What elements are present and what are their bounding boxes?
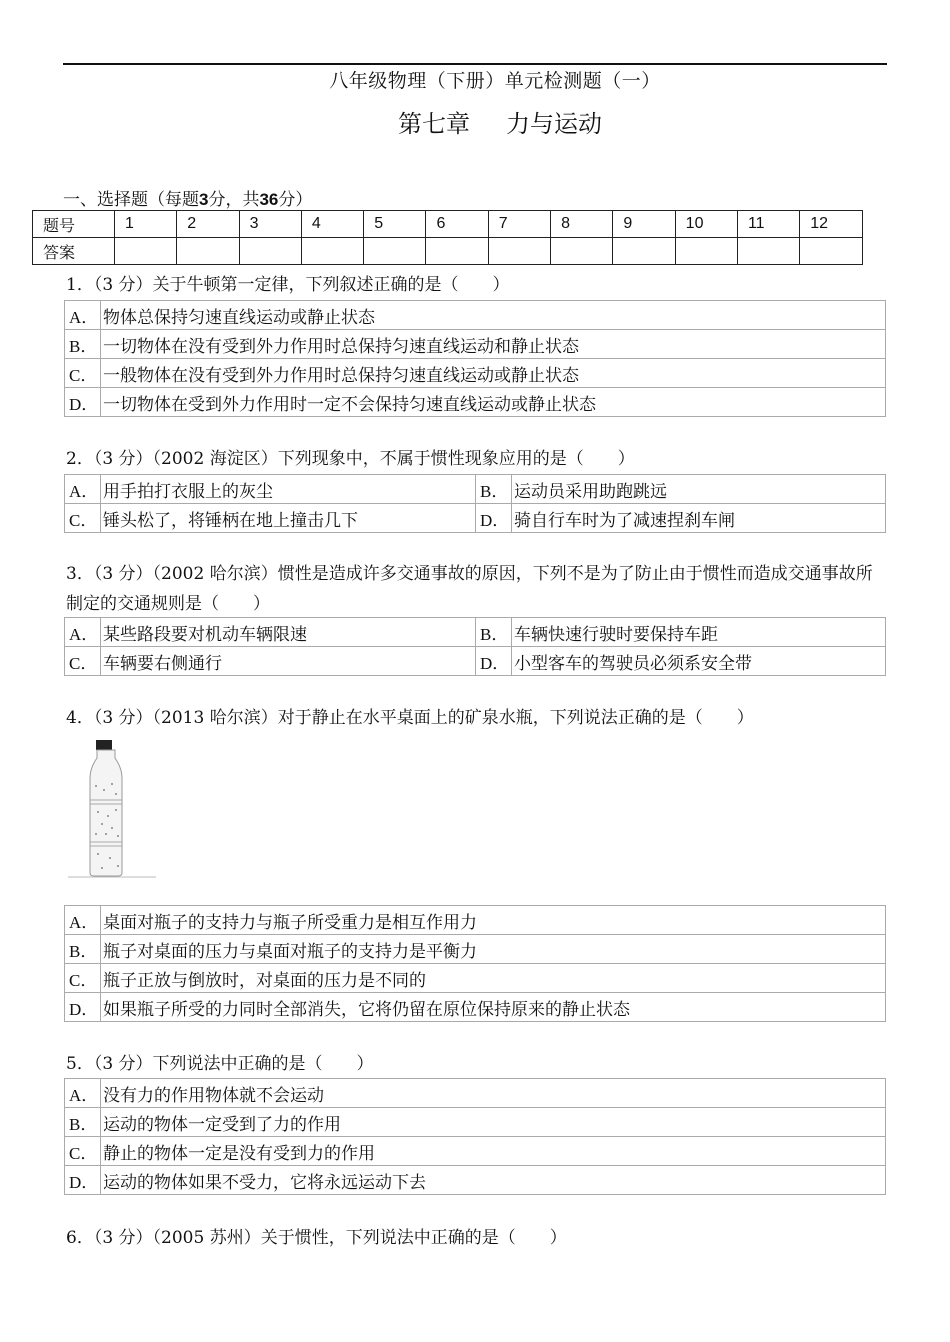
question-number-cell: 7 [488, 211, 550, 238]
water-bottle-figure [66, 738, 176, 880]
option-label: A． [65, 618, 101, 647]
question-2-stem: 2．（3 分）（2002 海淀区）下列现象中，不属于惯性现象应用的是（ ） [66, 449, 635, 469]
question-number-cell: 2 [177, 211, 239, 238]
question-number-cell: 12 [800, 211, 862, 238]
option-label: D． [65, 993, 101, 1022]
option-text: 某些路段要对机动车辆限速 [101, 618, 476, 647]
option-text: 物体总保持匀速直线运动或静止状态 [101, 301, 886, 330]
option-row [65, 647, 886, 676]
question-5-options [64, 1078, 886, 1195]
answer-cell[interactable] [800, 238, 862, 265]
section-heading: 一、选择题（每题3分，共36分） [63, 190, 313, 210]
answer-table-row-label: 答案 [33, 238, 115, 265]
option-text: 锤头松了，将锤柄在地上撞击几下 [101, 504, 476, 533]
answer-table-row-label: 题号 [33, 211, 115, 238]
option-label: A． [65, 301, 101, 330]
option-text: 静止的物体一定是没有受到力的作用 [101, 1137, 886, 1166]
question-number-cell: 5 [364, 211, 426, 238]
option-label: B． [65, 935, 101, 964]
question-4-stem: 4．（3 分）（2013 哈尔滨）对于静止在水平桌面上的矿泉水瓶，下列说法正确的是（ ） [66, 708, 754, 728]
option-label: D． [65, 1166, 101, 1195]
answer-cell[interactable] [115, 238, 177, 265]
chapter-number: 第七章 [398, 110, 470, 138]
option-label: C． [65, 359, 101, 388]
option-row [65, 906, 886, 935]
option-row [65, 935, 886, 964]
option-row [65, 993, 886, 1022]
option-text: 运动员采用助跑跳远 [512, 475, 886, 504]
answer-cell[interactable] [426, 238, 488, 265]
option-text: 桌面对瓶子的支持力与瓶子所受重力是相互作用力 [101, 906, 886, 935]
option-label: D． [476, 504, 512, 533]
chapter-title [0, 104, 950, 139]
option-row [65, 330, 886, 359]
answer-table-answer-row [33, 238, 863, 265]
option-label: C． [65, 647, 101, 676]
option-label: A． [65, 906, 101, 935]
question-number-cell: 4 [301, 211, 363, 238]
question-number-cell: 10 [675, 211, 737, 238]
question-3-options [64, 617, 886, 676]
answer-cell[interactable] [551, 238, 613, 265]
option-text: 一切物体在受到外力作用时一定不会保持匀速直线运动或静止状态 [101, 388, 886, 417]
question-number-cell: 1 [115, 211, 177, 238]
question-number-cell: 6 [426, 211, 488, 238]
chapter-name: 力与运动 [506, 110, 602, 138]
question-5-stem: 5．（3 分）下列说法中正确的是（ ） [66, 1054, 374, 1074]
question-number-cell: 8 [551, 211, 613, 238]
option-row [65, 618, 886, 647]
option-row [65, 1079, 886, 1108]
header-rule [63, 63, 887, 65]
option-row [65, 964, 886, 993]
answer-cell[interactable] [613, 238, 675, 265]
option-text: 车辆要右侧通行 [101, 647, 476, 676]
option-row [65, 504, 886, 533]
question-1-stem: 1．（3 分）关于牛顿第一定律，下列叙述正确的是（ ） [66, 275, 510, 295]
option-row [65, 1166, 886, 1195]
page-title: 八年级物理（下册）单元检测题（一） [329, 70, 661, 92]
option-text: 小型客车的驾驶员必须系安全带 [512, 647, 886, 676]
answer-table-number-row [33, 211, 863, 238]
option-text: 一切物体在没有受到外力作用时总保持匀速直线运动和静止状态 [101, 330, 886, 359]
answer-cell[interactable] [488, 238, 550, 265]
question-number-cell: 11 [737, 211, 799, 238]
answer-cell[interactable] [364, 238, 426, 265]
question-4-options [64, 905, 886, 1022]
answer-cell[interactable] [239, 238, 301, 265]
option-label: D． [65, 388, 101, 417]
question-number-cell: 9 [613, 211, 675, 238]
question-6-stem: 6．（3 分）（2005 苏州）关于惯性，下列说法中正确的是（ ） [66, 1228, 567, 1248]
option-text: 一般物体在没有受到外力作用时总保持匀速直线运动或静止状态 [101, 359, 886, 388]
question-3-stem: 3．（3 分）（2002 哈尔滨）惯性是造成许多交通事故的原因，下列不是为了防止由于惯性而造成交通事故所制定的交通规则是（ ） [66, 564, 873, 614]
answer-cell[interactable] [177, 238, 239, 265]
option-label: A． [65, 1079, 101, 1108]
option-label: C． [65, 964, 101, 993]
option-text: 用手拍打衣服上的灰尘 [101, 475, 476, 504]
option-row [65, 1137, 886, 1166]
option-row [65, 301, 886, 330]
option-text: 运动的物体如果不受力，它将永远运动下去 [101, 1166, 886, 1195]
bottle-body [90, 750, 122, 876]
question-1-options [64, 300, 886, 417]
option-row [65, 359, 886, 388]
option-text: 运动的物体一定受到了力的作用 [101, 1108, 886, 1137]
option-row [65, 1108, 886, 1137]
option-text: 瓶子正放与倒放时，对桌面的压力是不同的 [101, 964, 886, 993]
question-2-options [64, 474, 886, 533]
option-label: B． [65, 330, 101, 359]
option-label: C． [65, 504, 101, 533]
option-label: B． [476, 475, 512, 504]
option-text: 没有力的作用物体就不会运动 [101, 1079, 886, 1108]
option-label: B． [65, 1108, 101, 1137]
option-label: C． [65, 1137, 101, 1166]
option-row [65, 475, 886, 504]
option-text: 骑自行车时为了减速捏刹车闸 [512, 504, 886, 533]
answer-table [32, 210, 863, 265]
option-label: A． [65, 475, 101, 504]
option-text: 瓶子对桌面的压力与桌面对瓶子的支持力是平衡力 [101, 935, 886, 964]
option-text: 车辆快速行驶时要保持车距 [512, 618, 886, 647]
option-label: D． [476, 647, 512, 676]
question-number-cell: 3 [239, 211, 301, 238]
option-row [65, 388, 886, 417]
option-label: B． [476, 618, 512, 647]
answer-cell[interactable] [301, 238, 363, 265]
bottle-cap [96, 740, 112, 750]
answer-cell[interactable] [737, 238, 799, 265]
option-text: 如果瓶子所受的力同时全部消失，它将仍留在原位保持原来的静止状态 [101, 993, 886, 1022]
answer-cell[interactable] [675, 238, 737, 265]
